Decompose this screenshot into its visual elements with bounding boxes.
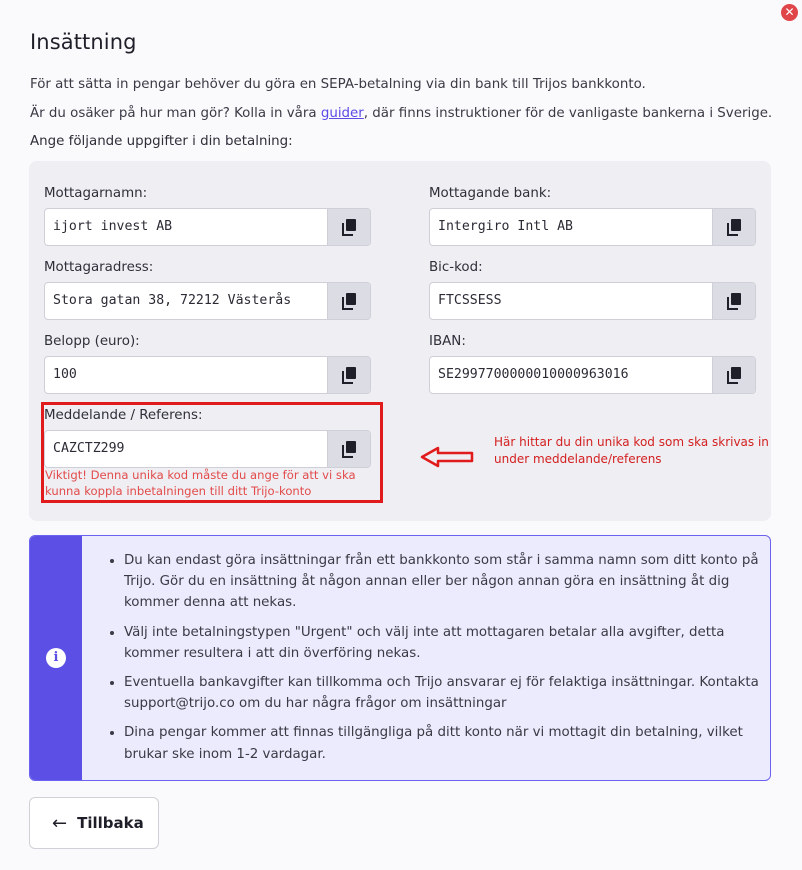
guide-text-before: Är du osäker på hur man gör? Kolla in våra: [30, 106, 321, 121]
bic-value[interactable]: FTCSSESS: [438, 293, 502, 308]
instructions-heading: Ange följande uppgifter i din betalning:: [30, 134, 293, 149]
info-bar: [30, 536, 82, 780]
intro-text: För att sätta in pengar behöver du göra en SEPA-betalning via din bank till Trijos bankkonto.: [30, 77, 646, 92]
recipient-address-input[interactable]: [44, 282, 371, 320]
reference-warning: Viktigt! Denna unika kod måste du ange för att vi ska kunna koppla inbetalningen till ditt Trijo-konto: [45, 468, 356, 498]
info-item: • Välj inte betalningstypen "Urgent" och välj inte att mottagaren betalar alla avgifter, detta kommer resultera i att din överföring nekas.: [124, 622, 764, 664]
info-item: • Du kan endast göra insättningar från ett bankkonto som står i samma namn som ditt konto på Trijo. Gör du en insättning åt någon annan eller ber någon annan göra en insättning åt dig kommer denna att nekas.: [124, 550, 764, 614]
info-item: • Dina pengar kommer att finnas tillgängliga på ditt konto när vi mottagit din betalning, vilket brukar ske inom 1-2 vardagar.: [124, 722, 764, 764]
recipient-name-value[interactable]: ijort invest AB: [53, 219, 173, 234]
guide-text: [30, 106, 772, 121]
amount-value[interactable]: 100: [53, 367, 77, 382]
copy-bic-button[interactable]: [712, 283, 755, 319]
guides-link[interactable]: guider: [320, 106, 364, 121]
copy-iban-button[interactable]: [712, 357, 755, 393]
back-button[interactable]: [29, 797, 159, 849]
info-box: [29, 535, 771, 781]
recipient-address-value[interactable]: Stora gatan 38, 72212 Västerås: [53, 293, 292, 308]
recipient-bank-input[interactable]: [429, 208, 756, 246]
recipient-address-field: [44, 260, 371, 320]
info-icon: i: [46, 648, 66, 668]
guide-text-after: , där finns instruktioner för de vanligaste bankerna i Sverige.: [363, 106, 773, 121]
copy-icon: [727, 219, 742, 236]
page-title: Insättning: [30, 30, 137, 54]
iban-input[interactable]: [429, 356, 756, 394]
copy-amount-button[interactable]: [327, 357, 370, 393]
copy-icon: [342, 219, 357, 236]
bic-input[interactable]: [429, 282, 756, 320]
copy-icon: [342, 367, 357, 384]
amount-label: Belopp (euro):: [44, 334, 140, 349]
copy-icon: [342, 293, 357, 310]
iban-value[interactable]: SE2997700000010000963016: [438, 367, 629, 382]
arrow-left-icon: [420, 445, 476, 469]
copy-icon: [727, 293, 742, 310]
amount-input[interactable]: [44, 356, 371, 394]
info-list: [106, 550, 764, 773]
annotation-note: Här hittar du din unika kod som ska skrivas in under meddelande/referens: [494, 435, 769, 466]
back-button-label: Tillbaka: [77, 814, 144, 832]
recipient-address-label: Mottagaradress:: [44, 260, 154, 275]
reference-label: Meddelande / Referens:: [44, 408, 203, 423]
amount-field: [44, 334, 371, 394]
recipient-name-field: [44, 186, 371, 246]
bic-label: Bic-kod:: [429, 260, 483, 275]
recipient-bank-value[interactable]: Intergiro Intl AB: [438, 219, 573, 234]
reference-value[interactable]: CAZCTZ299: [53, 441, 125, 456]
recipient-bank-label: Mottagande bank:: [429, 186, 552, 201]
bic-field: [429, 260, 756, 320]
highlight-box: [41, 402, 383, 503]
copy-recipient-address-button[interactable]: [327, 283, 370, 319]
iban-label: IBAN:: [429, 334, 466, 349]
recipient-bank-field: [429, 186, 756, 246]
info-item: • Eventuella bankavgifter kan tillkomma och Trijo ansvarar ej för felaktiga insättningar. Kontakta support@trijo.co om du har några frågor om insättningar: [124, 672, 764, 714]
iban-field: [429, 334, 756, 394]
recipient-name-label: Mottagarnamn:: [44, 186, 148, 201]
copy-recipient-bank-button[interactable]: [712, 209, 755, 245]
arrow-left-icon: ←: [52, 812, 68, 834]
copy-recipient-name-button[interactable]: [327, 209, 370, 245]
close-icon[interactable]: ✕: [781, 4, 798, 21]
recipient-name-input[interactable]: [44, 208, 371, 246]
copy-icon: [727, 367, 742, 384]
